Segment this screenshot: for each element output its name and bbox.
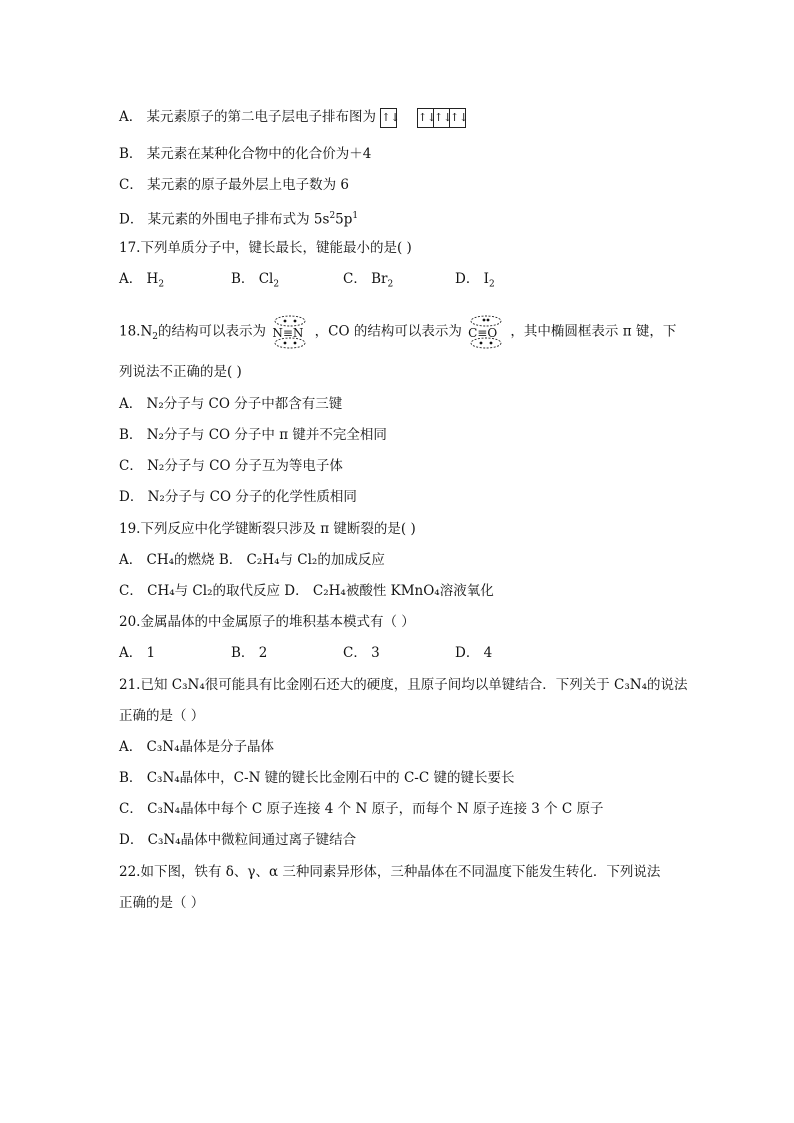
- q21-stem-line1: 21.已知 C₃N₄很可能具有比金刚石还大的硬度，且原子间均以单键结合．下列关于 C₃N₄的说法: [119, 677, 688, 693]
- q21-option-a: A． C₃N₄晶体是分子晶体: [119, 739, 275, 755]
- q20-option-d: D． 4: [455, 645, 493, 661]
- q21-option-c: C． C₃N₄晶体中每个 C 原子连接 4 个 N 原子，而每个 N 原子连接 3 个 C 原子: [119, 801, 604, 817]
- orbital-diagram-2p: [417, 107, 469, 128]
- subscript: 2: [158, 279, 165, 290]
- q20-option-a: A． 1: [119, 645, 156, 661]
- q17-option-a-text: A． H: [119, 271, 159, 287]
- subscript: 2: [488, 279, 495, 290]
- superscript: 1: [352, 211, 359, 221]
- orbital-box: ↑↓: [433, 108, 450, 128]
- q20-options: [119, 643, 492, 663]
- orbital-box: ↑↓: [380, 108, 397, 128]
- q17-option-b-text: B． Cl: [231, 271, 274, 287]
- q17-stem: 17.下列单质分子中，键长最长，键能最小的是( ): [119, 240, 412, 256]
- orbital-box: ↑↓: [417, 108, 434, 128]
- q16-option-d-mid: 5p: [335, 211, 353, 228]
- q22-stem-line2: 正确的是（ ）: [119, 895, 205, 911]
- q18-text-2: 的结构可以表示为: [158, 323, 267, 340]
- n2-structure-diagram: [270, 315, 310, 349]
- q18-option-b: B． N₂分子与 CO 分子中 π 键并不完全相同: [119, 427, 387, 443]
- q19-stem: 19.下列反应中化学键断裂只涉及 π 键断裂的是( ): [119, 521, 416, 537]
- q16-option-d-text: D． 某元素的外围电子排布式为 5s: [119, 211, 330, 228]
- q19-options-cd: C． CH₄与 Cl₂的取代反应 D． C₂H₄被酸性 KMnO₄溶液氧化: [119, 583, 494, 599]
- q18-option-d: D． N₂分子与 CO 分子的化学性质相同: [119, 489, 357, 505]
- q18-stem-line1: [119, 315, 676, 349]
- q16-option-a: [119, 107, 469, 128]
- q17-option-c-text: C． Br: [343, 271, 388, 287]
- n2-atoms: N≡N: [272, 326, 304, 340]
- subscript: 2: [273, 279, 280, 290]
- q18-option-c: C． N₂分子与 CO 分子互为等电子体: [119, 458, 343, 474]
- q17-options: [119, 269, 495, 295]
- superscript: 2: [329, 211, 336, 221]
- q17-option-b: [231, 269, 343, 295]
- q17-option-d-text: D． I: [455, 271, 489, 287]
- q16-option-d: [119, 206, 358, 230]
- q19-options-ab: A． CH₄的燃烧 B． C₂H₄与 Cl₂的加成反应: [119, 552, 385, 568]
- subscript: 2: [387, 279, 394, 290]
- q21-option-b: B． C₃N₄晶体中，C-N 键的键长比金刚石中的 C-C 键的键长要长: [119, 770, 515, 786]
- q17-option-c: [343, 269, 455, 295]
- q17-option-a: [119, 269, 231, 295]
- q18-stem-line2: 列说法不正确的是( ): [119, 364, 242, 380]
- q18-text-1: 18.N: [119, 323, 153, 340]
- q20-option-b: B． 2: [231, 645, 268, 661]
- q20-option-c: C． 3: [343, 645, 380, 661]
- co-atoms: C≡O: [468, 326, 498, 340]
- orbital-box: ↑↓: [449, 108, 466, 128]
- co-structure-diagram: [466, 315, 506, 349]
- orbital-diagram-2s: [380, 107, 400, 128]
- q18-option-a: A． N₂分子与 CO 分子中都含有三键: [119, 396, 343, 412]
- q16-option-a-text: A． 某元素原子的第二电子层电子排布图为: [119, 109, 377, 125]
- q17-option-d: [455, 269, 495, 295]
- subscript: 2: [152, 332, 159, 343]
- q16-option-b: B． 某元素在某种化合物中的化合价为＋4: [119, 146, 372, 162]
- q21-stem-line2: 正确的是（ ）: [119, 708, 205, 724]
- q18-text-4: ，其中椭圆框表示 π 键，下: [510, 323, 677, 340]
- q16-option-c: C． 某元素的原子最外层上电子数为 6: [119, 177, 350, 193]
- q22-stem-line1: 22.如下图，铁有 δ、γ、α 三种同素异形体，三种晶体在不同温度下能发生转化．下列说法: [119, 864, 661, 880]
- q20-stem: 20.金属晶体的中金属原子的堆积基本模式有（ ）: [119, 614, 415, 630]
- q21-option-d: D． C₃N₄晶体中微粒间通过离子键结合: [119, 832, 357, 848]
- q18-text-3: ，CO 的结构可以表示为: [314, 323, 462, 340]
